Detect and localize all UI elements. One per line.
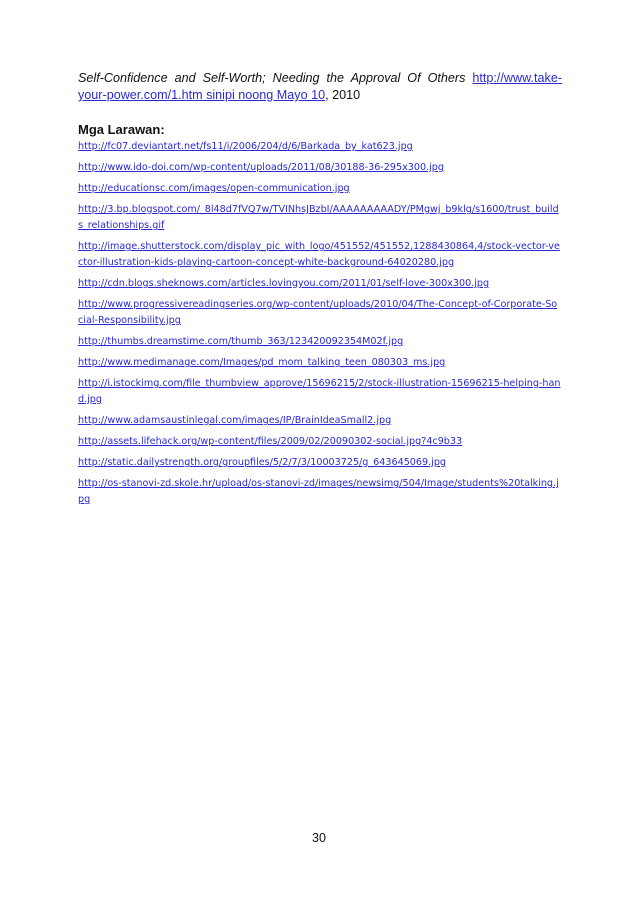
list-item — [78, 476, 562, 508]
list-item — [78, 355, 562, 371]
image-link[interactable]: http://os-stanovi-zd.skole.hr/upload/os-stanovi-zd/images/newsimg/504/Image/students%20talking.jpg — [78, 478, 559, 505]
list-item — [78, 413, 562, 429]
reference-title: Self-Confidence and Self-Worth; Needing the Approval Of Others — [78, 71, 466, 85]
image-link[interactable]: http://cdn.blogs.sheknows.com/articles.lovingyou.com/2011/01/self-love-300x300.jpg — [78, 278, 490, 289]
image-link[interactable]: http://3.bp.blogspot.com/_8l48d7fVQ7w/TVINhsJBzbI/AAAAAAAAADY/PMgwj_b9klg/s1600/trust_builds_relationships.gif — [78, 204, 559, 231]
image-link[interactable]: http://www.adamsaustinlegal.com/images/IP/BrainIdeaSmall2.jpg — [78, 415, 392, 426]
section-heading: Mga Larawan: — [78, 122, 165, 137]
list-item — [78, 434, 562, 450]
image-link[interactable]: http://educationsc.com/images/open-communication.jpg — [78, 183, 350, 194]
image-link[interactable]: http://www.medimanage.com/Images/pd_mom_talking_teen_080303_ms.jpg — [78, 357, 446, 368]
reference-url-link[interactable]: http://www.take-your-power.com/1.htm sinipi noong Mayo 10 — [78, 71, 563, 102]
image-link[interactable]: http://i.istockimg.com/file_thumbview_approve/15696215/2/stock-illustration-15696215-helping-hand.jpg — [78, 378, 561, 405]
list-item — [78, 376, 562, 408]
list-item — [78, 276, 562, 292]
list-item — [78, 181, 562, 197]
image-link[interactable]: http://thumbs.dreamstime.com/thumb_363/123420092354M02f.jpg — [78, 336, 404, 347]
image-link-list — [78, 139, 562, 513]
image-link[interactable]: http://static.dailystrength.org/groupfiles/5/2/7/3/10003725/g_643645069.jpg — [78, 457, 447, 468]
image-link[interactable]: http://fc07.deviantart.net/fs11/i/2006/204/d/6/Barkada_by_kat623.jpg — [78, 141, 413, 152]
list-item — [78, 297, 562, 329]
list-item — [78, 139, 562, 155]
reference-citation — [78, 70, 562, 104]
list-item — [78, 239, 562, 271]
image-link[interactable]: http://www.progressivereadingseries.org/wp-content/uploads/2010/04/The-Concept-of-Corporate-Social-Responsibility.jpg — [78, 299, 558, 326]
image-link[interactable]: http://www.ido-doi.com/wp-content/uploads/2011/08/30188-36-295x300.jpg — [78, 162, 444, 173]
image-link[interactable]: http://assets.lifehack.org/wp-content/files/2009/02/20090302-social.jpg?4c9b33 — [78, 436, 463, 447]
image-link[interactable]: http://image.shutterstock.com/display_pic_with_logo/451552/451552,1288430864,4/stock-vector-vector-illustration-kids-playing-cartoon-concept-white-background-64020280.jpg — [78, 241, 560, 268]
list-item — [78, 334, 562, 350]
list-item — [78, 455, 562, 471]
list-item — [78, 202, 562, 234]
list-item — [78, 160, 562, 176]
reference-year: , 2010 — [325, 88, 361, 102]
page-number: 30 — [312, 831, 326, 845]
